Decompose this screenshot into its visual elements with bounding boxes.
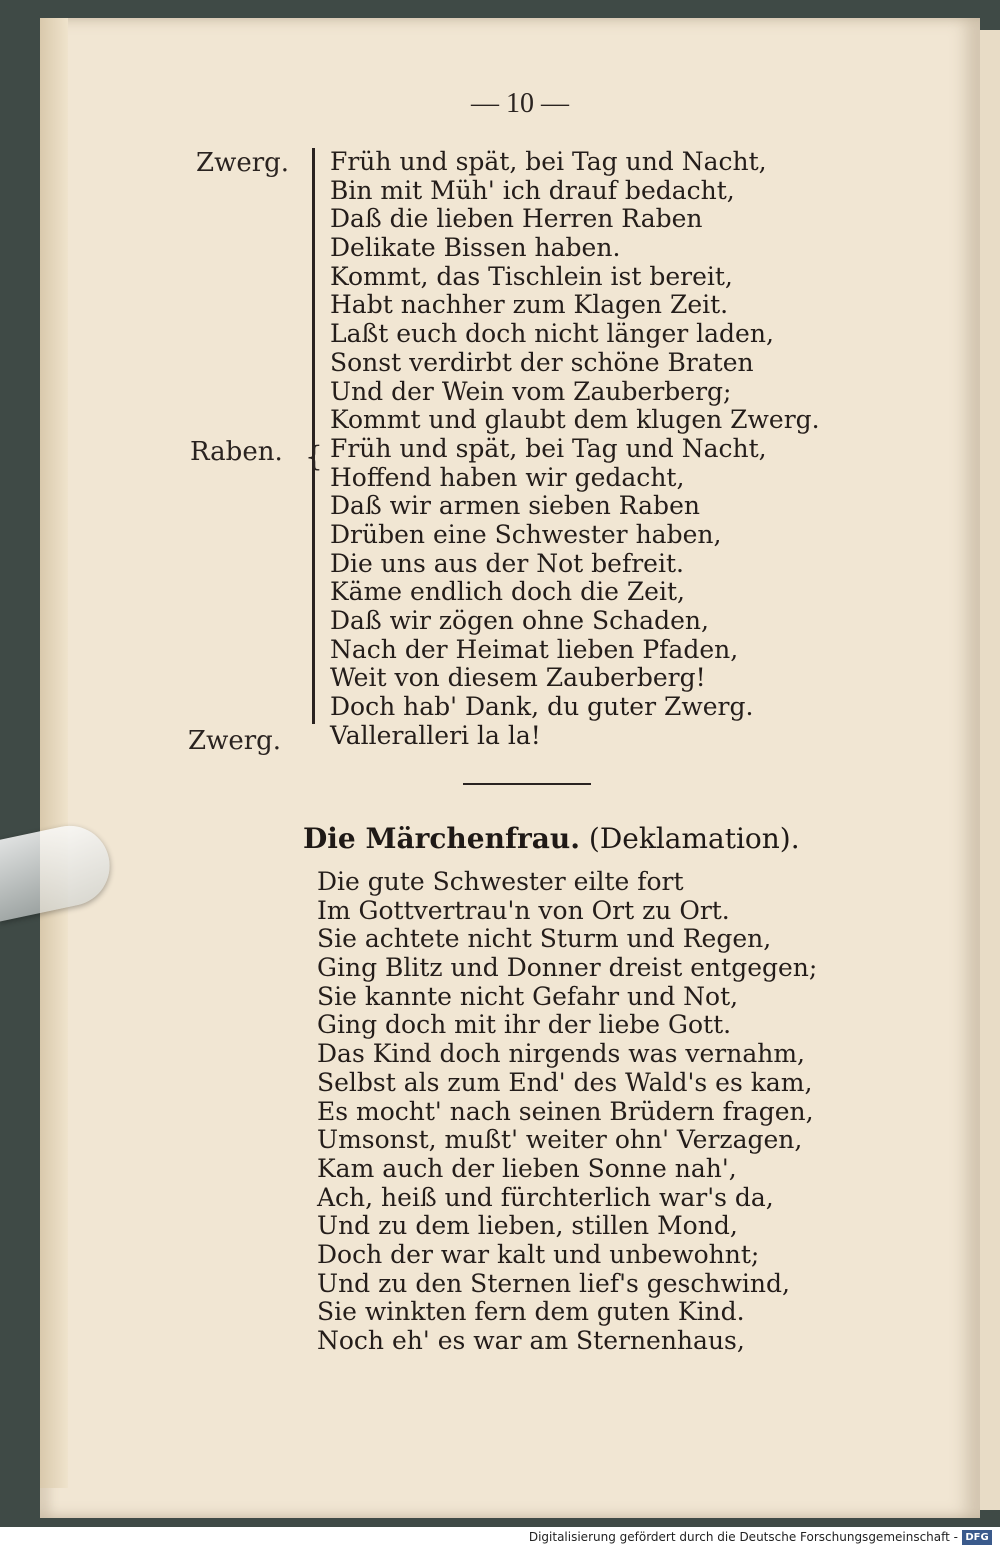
section-subtitle: (Deklamation). <box>588 822 800 855</box>
dialogue-line: Drüben eine Schwester haben, <box>330 519 722 549</box>
speaker-zwerg-2: Zwerg. <box>188 726 282 756</box>
dialogue-line: Kommt und glaubt dem klugen Zwerg. <box>330 405 820 435</box>
dialogue-brace <box>312 148 325 724</box>
dialogue-line: Käme endlich doch die Zeit, <box>330 577 685 607</box>
dialogue-line: Sonst verdirbt der schöne Braten <box>330 347 754 377</box>
poem-line: Im Gottvertrau'n von Ort zu Ort. <box>317 895 730 925</box>
dialogue-line: Daß die lieben Herren Raben <box>330 204 703 234</box>
poem-line: Ging Blitz und Donner dreist entgegen; <box>317 953 818 983</box>
dialogue-line: Früh und spät, bei Tag und Nacht, <box>330 433 767 463</box>
dialogue-line: Daß wir zögen ohne Schaden, <box>330 606 709 635</box>
poem-line: Noch eh' es war am Sternenhaus, <box>317 1326 745 1355</box>
dialogue-line: Bin mit Müh' ich drauf bedacht, <box>330 175 735 205</box>
dialogue-line: Habt nachher zum Klagen Zeit. <box>330 290 729 320</box>
dialogue-line: Daß wir armen sieben Raben <box>330 491 700 521</box>
speaker-raben: Raben. <box>190 437 283 467</box>
poem-line: Es mocht' nach seinen Brüdern fragen, <box>317 1096 814 1126</box>
footer-credit: Digitalisierung gefördert durch die Deutsche Forschungsgemeinschaft - <box>528 1530 958 1544</box>
poem-line: Umsonst, mußt' weiter ohn' Verzagen, <box>317 1125 803 1155</box>
dialogue-line: Hoffend haben wir gedacht, <box>330 462 685 492</box>
dialogue-line: Nach der Heimat lieben Pfaden, <box>330 634 739 664</box>
dialogue-line: Die uns aus der Not befreit. <box>330 548 684 578</box>
dialogue-line: Und der Wein vom Zauberberg; <box>330 376 732 406</box>
page-fold <box>40 18 68 1488</box>
poem-lines <box>317 868 817 1356</box>
poem-line: Das Kind doch nirgends was vernahm, <box>317 1039 805 1069</box>
section-title <box>303 822 800 855</box>
poem-line: Sie kannte nicht Gefahr und Not, <box>317 981 739 1011</box>
dialogue-line: Delikate Bissen haben. <box>330 233 621 263</box>
section-divider <box>463 783 591 785</box>
poem-line: Doch der war kalt und unbewohnt; <box>317 1239 760 1269</box>
poem-line: Sie winkten fern dem guten Kind. <box>317 1297 745 1327</box>
section-title-main: Die Märchenfrau. <box>303 822 580 855</box>
poem-line: Die gute Schwester eilte fort <box>317 867 684 896</box>
poem-line: Und zu den Sternen lief's geschwind, <box>317 1268 790 1298</box>
footer-bar <box>0 1527 1000 1549</box>
dialogue-line: Valleralleri la la! <box>330 720 541 750</box>
poem-line: Sie achtete nicht Sturm und Regen, <box>317 924 772 954</box>
speaker-zwerg: Zwerg. <box>196 148 290 178</box>
dialogue-line: Früh und spät, bei Tag und Nacht, <box>330 147 767 176</box>
dfg-logo: DFG <box>962 1530 992 1545</box>
dialogue-line: Weit von diesem Zauberberg! <box>330 663 706 693</box>
dialogue-line: Kommt, das Tischlein ist bereit, <box>330 261 733 291</box>
poem-line: Selbst als zum End' des Wald's es kam, <box>317 1067 813 1097</box>
dialogue-line: Laßt euch doch nicht länger laden, <box>330 319 774 349</box>
dialogue-line: Doch hab' Dank, du guter Zwerg. <box>330 692 754 722</box>
page-number: — 10 — <box>471 88 569 119</box>
poem-line: Und zu dem lieben, stillen Mond, <box>317 1211 738 1241</box>
dialogue-lines <box>330 148 820 750</box>
poem-line: Kam auch der lieben Sonne nah', <box>317 1153 737 1183</box>
poem-line: Ach, heiß und fürchterlich war's da, <box>317 1182 774 1212</box>
brace-tip: { <box>305 440 323 473</box>
poem-line: Ging doch mit ihr der liebe Gott. <box>317 1010 732 1040</box>
